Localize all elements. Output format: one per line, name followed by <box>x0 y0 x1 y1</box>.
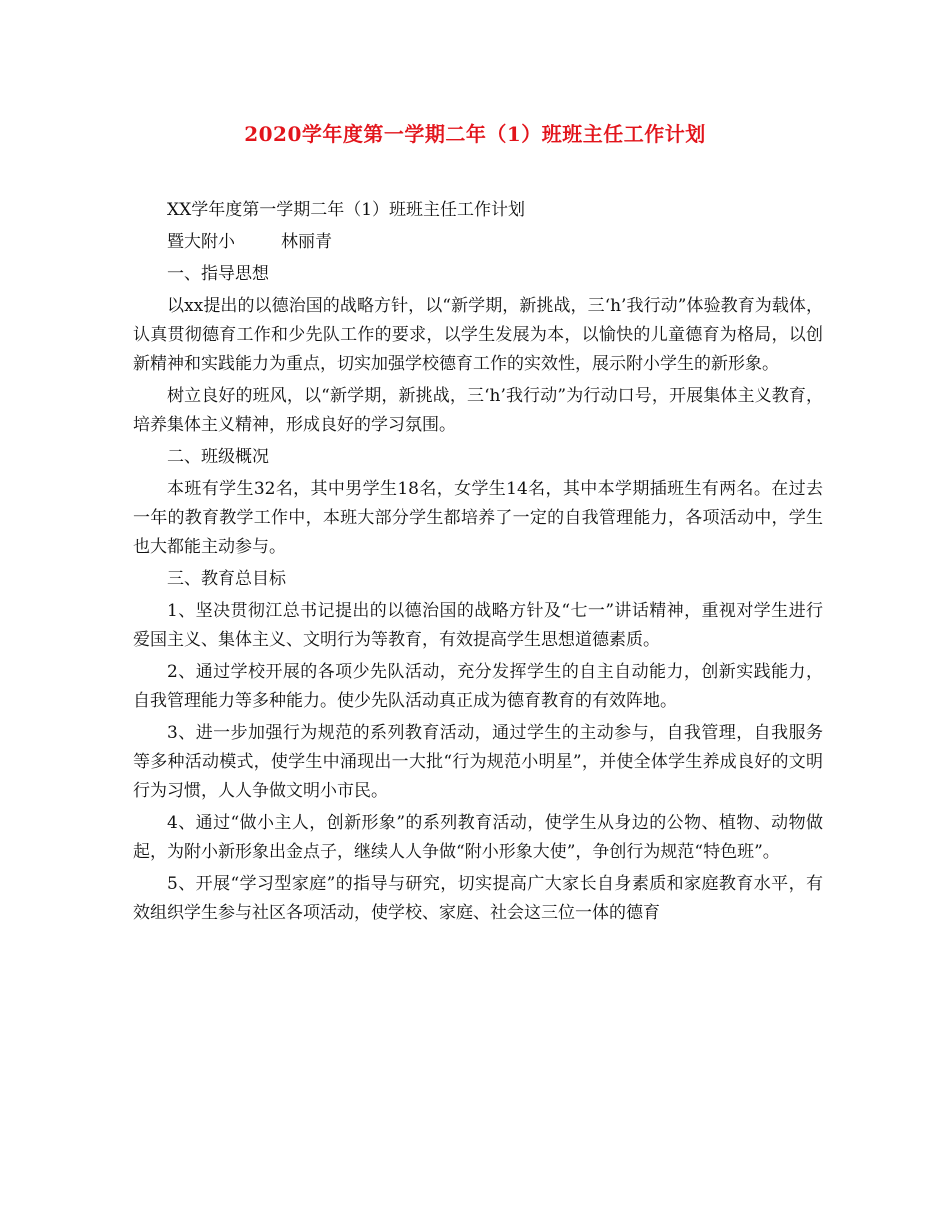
section-heading-guiding: 一、指导思想 <box>167 264 269 284</box>
document-body <box>133 196 823 931</box>
goal-item-3: 3、进一步加强行为规范的系列教育活动，通过学生的主动参与，自我管理，自我服务等多种活动模式，使学生中涌现出一大批“行为规范小明星”，并使全体学生养成良好的文明行为习惯，人人争做文明小市民。 <box>133 723 823 801</box>
paragraph-guiding-2: 树立良好的班风，以“新学期，新挑战，三‘h’我行动”为行动口号，开展集体主义教育，培养集体主义精神，形成良好的学习氛围。 <box>133 386 823 435</box>
school-name: 暨大附小 <box>167 232 235 252</box>
author-name: 林丽青 <box>281 232 332 252</box>
paragraph-guiding-1: 以xx提出的以德治国的战略方针，以“新学期，新挑战，三‘h’我行动”体验教育为载体，认真贯彻德育工作和少先队工作的要求，以学生发展为本，以愉快的儿童德育为格局，以创新精神和实践能力为重点，切实加强学校德育工作的实效性，展示附小学生的新形象。 <box>133 296 823 374</box>
document-subtitle: XX学年度第一学期二年（1）班班主任工作计划 <box>167 200 526 220</box>
paragraph-class-1: 本班有学生32名，其中男学生18名，女学生14名，其中本学期插班生有两名。在过去一年的教育教学工作中，本班大部分学生都培养了一定的自我管理能力，各项活动中，学生也大都能主动参与。 <box>133 479 823 557</box>
author-line <box>133 228 823 257</box>
section-heading-goals: 三、教育总目标 <box>167 569 286 589</box>
goal-item-4: 4、通过“做小主人，创新形象”的系列教育活动，使学生从身边的公物、植物、动物做起，为附小新形象出金点子，继续人人争做“附小形象大使”，争创行为规范“特色班”。 <box>133 813 823 862</box>
goal-item-2: 2、通过学校开展的各项少先队活动，充分发挥学生的自主自动能力，创新实践能力，自我管理能力等多种能力。使少先队活动真正成为德育教育的有效阵地。 <box>133 662 823 711</box>
goal-item-1: 1、坚决贯彻江总书记提出的以德治国的战略方针及“七一”讲话精神，重视对学生进行爱国主义、集体主义、文明行为等教育，有效提高学生思想道德素质。 <box>133 601 823 650</box>
document-title: 2020学年度第一学期二年（1）班班主任工作计划 <box>244 122 706 146</box>
goal-item-5: 5、开展“学习型家庭”的指导与研究，切实提高广大家长自身素质和家庭教育水平，有效组织学生参与社区各项活动，使学校、家庭、社会这三位一体的德育 <box>133 874 823 923</box>
section-heading-class: 二、班级概况 <box>167 447 269 467</box>
